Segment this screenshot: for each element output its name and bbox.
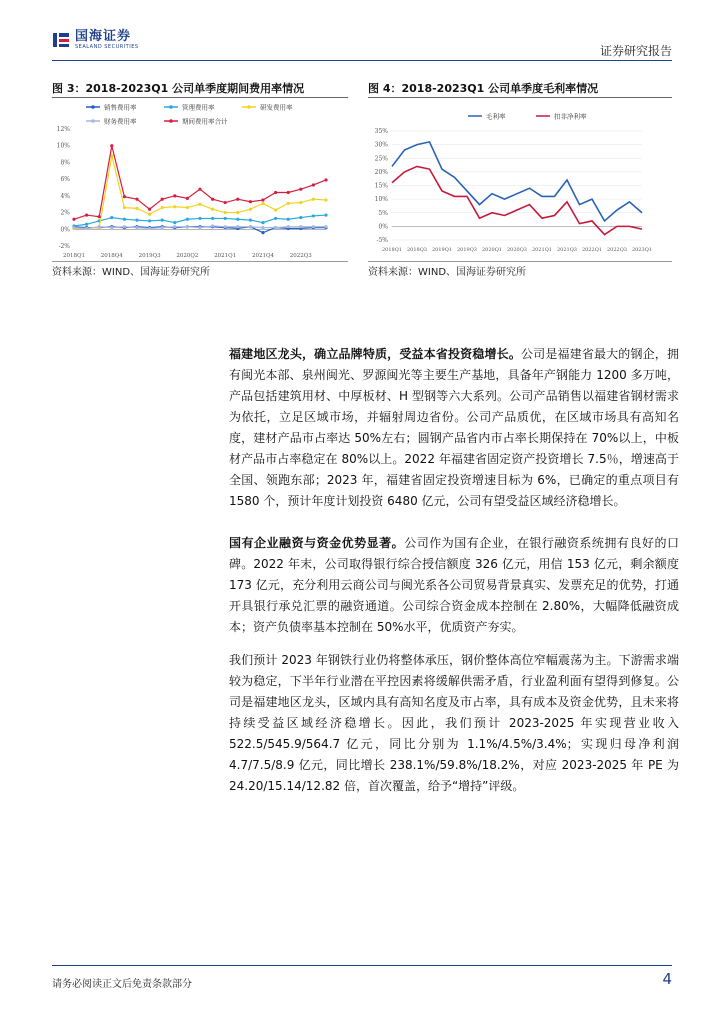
data-point xyxy=(211,217,214,220)
y-tick-label: 5% xyxy=(378,209,388,217)
paragraph-financing-advantage xyxy=(229,533,679,638)
x-tick-label: 2019Q1 xyxy=(431,247,453,253)
data-point xyxy=(274,208,277,211)
data-point xyxy=(299,216,302,219)
data-point xyxy=(110,226,113,229)
figure3-source: 资料来源：WIND、国海证券研究所 xyxy=(52,267,211,278)
y-tick-label: 15% xyxy=(374,182,388,190)
y-tick-label: 6% xyxy=(60,176,70,184)
data-point xyxy=(85,223,88,226)
data-point xyxy=(261,221,264,224)
x-tick-label: 2018Q1 xyxy=(381,247,403,253)
data-point xyxy=(173,221,176,224)
figure3-source-rule xyxy=(52,261,348,262)
data-point xyxy=(312,198,315,201)
data-point xyxy=(186,206,189,209)
y-tick-label: -2% xyxy=(58,243,70,250)
data-point xyxy=(211,208,214,211)
footer-disclaimer: 请务必阅读正文后免责条款部分 xyxy=(52,979,192,990)
data-point xyxy=(249,218,252,221)
legend-label: 期间费用率合计 xyxy=(182,117,228,126)
data-point xyxy=(85,227,88,230)
figure3-title-rule xyxy=(52,97,348,98)
x-tick-label: 2021Q3 xyxy=(556,247,578,253)
data-point xyxy=(287,202,290,205)
data-point xyxy=(85,213,88,216)
data-point xyxy=(110,216,113,219)
data-point xyxy=(173,205,176,208)
data-point xyxy=(236,225,239,228)
figure3-title: 图 3：2018-2023Q1 公司单季度期间费用率情况 xyxy=(52,82,305,95)
data-point xyxy=(198,188,201,191)
y-tick-label: 2% xyxy=(60,209,70,217)
data-point xyxy=(249,225,252,228)
data-point xyxy=(224,217,227,220)
data-point xyxy=(186,218,189,221)
data-point xyxy=(324,178,327,181)
header-divider xyxy=(52,60,672,61)
x-tick-label: 2022Q1 xyxy=(581,247,603,253)
x-tick-label: 2018Q1 xyxy=(62,253,86,259)
y-tick-label: 4% xyxy=(60,192,70,200)
figure4-title: 图 4：2018-2023Q1 公司单季度毛利率情况 xyxy=(368,82,599,95)
data-point xyxy=(98,225,101,228)
data-point xyxy=(324,225,327,228)
x-tick-label: 2018Q3 xyxy=(406,247,428,253)
data-point xyxy=(211,224,214,227)
doc-type-label: 证券研究报告 xyxy=(599,44,672,58)
data-point xyxy=(110,144,113,147)
x-tick-label: 2019Q3 xyxy=(138,253,161,259)
data-point xyxy=(287,218,290,221)
data-point xyxy=(224,225,227,228)
data-point xyxy=(299,225,302,228)
data-point xyxy=(236,218,239,221)
legend-marker xyxy=(169,119,173,123)
x-tick-label: 2019Q3 xyxy=(456,247,478,253)
data-point xyxy=(135,207,138,210)
y-tick-label: 30% xyxy=(374,141,388,149)
data-point xyxy=(123,195,126,198)
data-point xyxy=(123,225,126,228)
data-point xyxy=(123,218,126,221)
data-point xyxy=(224,211,227,214)
data-point xyxy=(148,213,151,216)
figure4-source: 资料来源：WIND、国海证券研究所 xyxy=(368,267,527,278)
sealand-logo-icon xyxy=(52,31,70,49)
data-point xyxy=(173,194,176,197)
data-point xyxy=(324,198,327,201)
x-tick-label: 2021Q4 xyxy=(251,253,275,259)
data-point xyxy=(148,227,151,230)
figure3-chart xyxy=(52,100,348,260)
data-point xyxy=(186,225,189,228)
data-point xyxy=(72,218,75,221)
data-point xyxy=(249,200,252,203)
data-point xyxy=(249,208,252,211)
legend-label: 管理费用率 xyxy=(182,103,215,112)
data-point xyxy=(261,231,264,234)
y-tick-label: 10% xyxy=(56,142,70,150)
paragraph2-text: 公司作为国有企业，在银行融资系统拥有良好的口碑。2022 年末，公司取得银行综合授信额度 326 亿元，用信 153 亿元，剩余额度 173 亿元，充分利用云商公司与闽光系各公司贸易背景真实、发票充足的优势，打通开具银行承兑汇票的融资通道。公司综合资金成本控制在 2.80%，大幅降低融资成本；资产负债率基本控制在 50%水平，优质资产夯实。 xyxy=(229,536,679,634)
x-tick-label: 2020Q3 xyxy=(506,247,528,253)
x-tick-label: 2021Q1 xyxy=(214,253,237,259)
legend-marker xyxy=(91,119,95,123)
figure4-title-rule xyxy=(368,97,672,98)
data-point xyxy=(261,226,264,229)
data-point xyxy=(274,191,277,194)
data-point xyxy=(173,225,176,228)
paragraph2-heading: 国有企业融资与资金优势显著。 xyxy=(229,536,405,550)
data-point xyxy=(299,201,302,204)
legend-marker xyxy=(91,105,95,109)
logo-cn-text: 国海证券 xyxy=(75,29,132,44)
logo-en-text: SEALAND SECURITIES xyxy=(75,44,139,50)
legend-marker xyxy=(169,105,173,109)
data-point xyxy=(324,213,327,216)
y-tick-label: 0% xyxy=(378,223,388,231)
y-tick-label: 35% xyxy=(374,128,388,135)
data-point xyxy=(148,219,151,222)
legend-label: 销售费用率 xyxy=(104,103,137,112)
data-point xyxy=(312,214,315,217)
data-point xyxy=(161,226,164,229)
y-tick-label: 25% xyxy=(374,155,388,163)
company-logo xyxy=(52,30,139,50)
y-tick-label: 10% xyxy=(374,196,388,204)
legend-marker xyxy=(247,105,251,109)
data-point xyxy=(287,191,290,194)
data-point xyxy=(287,225,290,228)
x-tick-label: 2018Q4 xyxy=(100,253,123,259)
page-number: 4 xyxy=(662,970,672,988)
legend-label: 研发费用率 xyxy=(260,103,293,112)
x-tick-label: 2022Q3 xyxy=(289,253,312,259)
paragraph1-text: 公司是福建省最大的钢企，拥有闽光本部、泉州闽光、罗源闽光等主要生产基地，具备年产钢能力 1200 多万吨，产品包括建筑用材、中厚板材、H 型钢等六大系列。公司产品销售以福建省钢材需求为依托，立足区域市场，并辐射周边省份。公司产品质优，在区域市场具有高知名度，建材产品市占率达 50%左右；圆钢产品省内市占率长期保持在 70%以上，中板材产品市占率稳定在 80%以上。2022 年福建省固定资产投资增长 7.5％，增速高于全国、领跑东部；2023 年，福建省固定投资增速目标为 6%，已确定的重点项目有 1580 个，预计年度计划投资 6480 亿元，公司有望受益区域经济稳增长。 xyxy=(229,347,679,508)
data-point xyxy=(161,198,164,201)
y-tick-label: 20% xyxy=(374,168,388,176)
data-point xyxy=(198,226,201,229)
data-point xyxy=(274,226,277,229)
x-tick-label: 2023Q1 xyxy=(631,247,653,253)
y-tick-label: -5% xyxy=(376,237,388,244)
data-point xyxy=(236,198,239,201)
data-point xyxy=(261,198,264,201)
y-tick-label: 12% xyxy=(56,126,70,133)
series-line xyxy=(392,142,642,221)
data-point xyxy=(186,197,189,200)
paragraph1-heading: 福建地区龙头，确立品牌特质，受益本省投资稳增长。 xyxy=(229,347,521,361)
data-point xyxy=(123,206,126,209)
legend-label: 财务费用率 xyxy=(104,117,137,126)
x-tick-label: 2020Q2 xyxy=(176,253,199,259)
legend-label: 毛利率 xyxy=(486,112,506,121)
data-point xyxy=(198,203,201,206)
x-tick-label: 2021Q1 xyxy=(531,247,553,253)
data-point xyxy=(236,211,239,214)
data-point xyxy=(299,188,302,191)
series-line xyxy=(392,166,642,234)
x-tick-label: 2020Q1 xyxy=(481,247,503,253)
data-point xyxy=(161,218,164,221)
figure4-chart xyxy=(368,100,672,260)
figure4-source-rule xyxy=(368,261,672,262)
data-point xyxy=(135,198,138,201)
data-point xyxy=(312,225,315,228)
paragraph-regional-leader xyxy=(229,344,679,512)
data-point xyxy=(198,217,201,220)
data-point xyxy=(135,226,138,229)
footer-divider xyxy=(52,965,672,966)
paragraph-forecast xyxy=(229,650,679,797)
data-point xyxy=(274,217,277,220)
data-point xyxy=(211,198,214,201)
y-tick-label: 0% xyxy=(60,226,70,234)
paragraph3-text: 我们预计 2023 年钢铁行业仍将整体承压，钢价整体高位窄幅震荡为主。下游需求端较为稳定，下半年行业潜在平控因素将缓解供需矛盾，行业盈利面有望得到修复。公司是福建地区龙头，区域内具有高知名度及市占率，具有成本及资金优势，且未来将持续受益区域经济稳增长。因此，我们预计 2023-2025 年实现营业收入 522.5/545.9/564.7 亿元，同比分别为 1.1%/4.5%/3.4%；实现归母净利润 4.7/7.5/8.9 亿元，同比增长 238.1%/59.8%/18.2%，对应 2023-2025 年 PE 为 24.20/15.14/12.82 倍，首次覆盖，给予“增持”评级。 xyxy=(229,653,679,793)
data-point xyxy=(312,183,315,186)
legend-label: 扣非净利率 xyxy=(554,112,587,121)
y-tick-label: 8% xyxy=(60,159,70,167)
data-point xyxy=(98,215,101,218)
data-point xyxy=(148,208,151,211)
data-point xyxy=(135,218,138,221)
data-point xyxy=(72,226,75,229)
data-point xyxy=(224,201,227,204)
x-tick-label: 2022Q3 xyxy=(606,247,628,253)
data-point xyxy=(261,202,264,205)
data-point xyxy=(161,206,164,209)
